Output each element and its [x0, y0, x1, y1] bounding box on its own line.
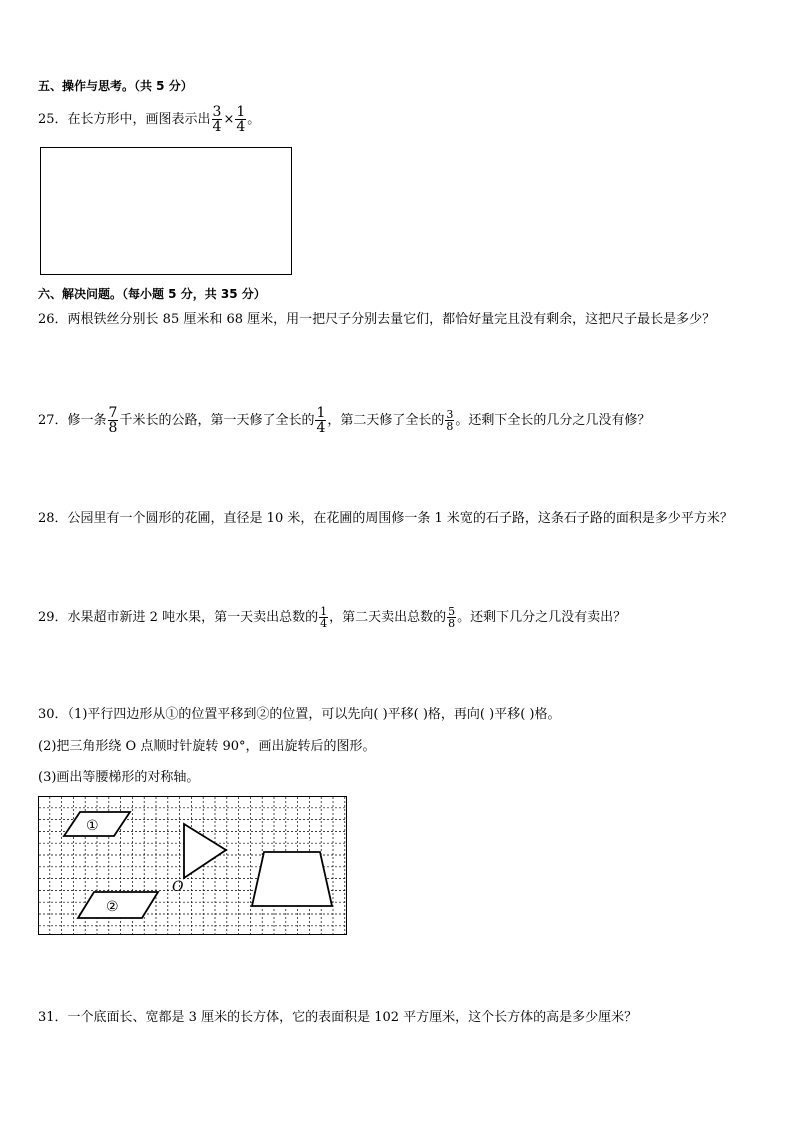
fraction: $\frac{5}{8}$	[448, 605, 456, 630]
fraction: $\frac{1}{4}$	[320, 605, 328, 630]
question-30-part-1: 30．（1)平行四边形从①的位置平移到②的位置，可以先向( )平移( )格，再向( )平移( )格。	[38, 707, 561, 722]
question-27: 27．修一条 $\frac{7}{8}$ 千米长的公路，第一天修了全长的 $\frac{1}{4}$ ，第二天修了全长的 $\frac{3}{8}$ 。还剩下全长的几分之几没有修？	[38, 405, 651, 436]
grid-figure[interactable]	[38, 796, 348, 936]
fraction: $\frac{3}{4}$	[212, 104, 222, 135]
section-6-title: 六、解决问题。（每小题 5 分，共 35 分）	[38, 287, 266, 301]
question-31: 31．一个底面长、宽都是 3 厘米的长方体，它的表面积是 102 平方厘米，这个长方体的高是多少厘米？	[38, 1010, 638, 1025]
question-25: 25．在长方形中，画图表示出 $\frac{3}{4}$ × $\frac{1}{4}$ 。	[38, 104, 261, 135]
isosceles-trapezoid	[252, 852, 332, 906]
question-30-part-2: (2)把三角形绕 O 点顺时针旋转 90°，画出旋转后的图形。	[38, 739, 376, 754]
fraction: $\frac{1}{4}$	[236, 104, 246, 135]
drawing-rectangle[interactable]	[40, 147, 292, 275]
fraction: $\frac{3}{8}$	[446, 408, 454, 433]
question-26: 26．两根铁丝分别长 85 厘米和 68 厘米，用一把尺子分别去量它们，都恰好量完且没有剩余，这把尺子最长是多少？	[38, 312, 716, 327]
fraction: $\frac{7}{8}$	[108, 405, 118, 436]
fraction: $\frac{1}{4}$	[316, 405, 326, 436]
point-o-label: O	[172, 879, 184, 895]
parallelogram-2-label: ②	[106, 899, 119, 915]
parallelogram-1-label: ①	[86, 818, 99, 834]
question-29: 29．水果超市新进 2 吨水果，第一天卖出总数的 $\frac{1}{4}$ ，第二天卖出总数的 $\frac{5}{8}$ 。还剩下几分之几没有卖出？	[38, 605, 627, 630]
question-30-part-3: (3)画出等腰梯形的对称轴。	[38, 770, 200, 785]
section-5-title: 五、操作与思考。（共 5 分）	[38, 79, 193, 93]
question-28: 28．公园里有一个圆形的花圃，直径是 10 米，在花圃的周围修一条 1 米宽的石子路，这条石子路的面积是多少平方米？	[38, 511, 733, 526]
